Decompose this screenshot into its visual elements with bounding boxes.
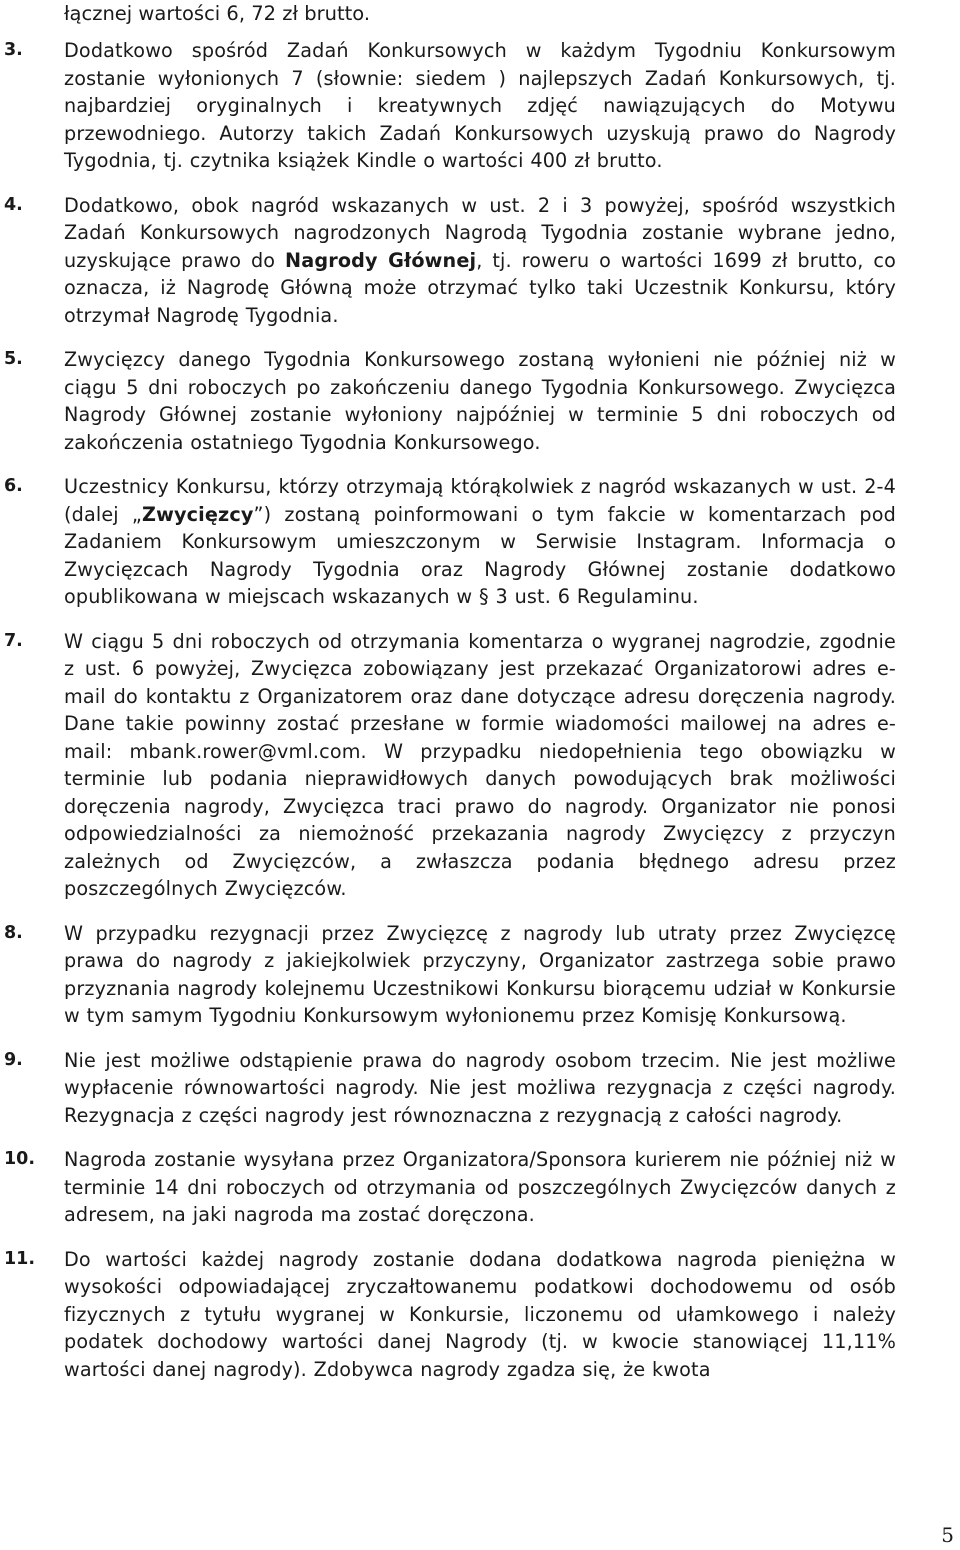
intro-line: łącznej wartości 6, 72 zł brutto. xyxy=(64,2,371,25)
bold-term: Nagrody Głównej xyxy=(285,248,477,272)
list-item xyxy=(0,192,896,330)
item-number: 10. xyxy=(4,1149,36,1169)
item-text: Zwycięzcy danego Tygodnia Konkursowego zostaną wyłonieni nie później niż w ciągu 5 dni roboczych po zakończeniu danego Tygodnia Konkursowego. Zwycięzca Nagrody Głównej zostanie wyłoniony najpóźniej w terminie 5 dni roboczych od zakończenia ostatniego Tygodnia Konkursowego. xyxy=(64,348,896,454)
item-number: 3. xyxy=(4,40,23,60)
item-number: 6. xyxy=(4,476,23,496)
item-number: 8. xyxy=(4,922,23,943)
item-text: Do wartości każdej nagrody zostanie dodana dodatkowa nagroda pieniężna w wysokości odpowiadającej zryczałtowanemu podatkowi dochodowemu od osób fizycznych z tytułu wygranej w Konkursie, liczonemu od ułamkowego i należy podatek dochodowy wartości danej Nagrody (tj. w kwocie stanowiącej 11,11% wartości danej nagrody). Zdobywca nagrody zgadza się, że kwota xyxy=(64,1247,896,1381)
item-number: 11. xyxy=(4,1248,36,1269)
regulations-list xyxy=(0,37,960,1400)
list-item xyxy=(0,473,896,611)
page-number: 5 xyxy=(941,1523,954,1547)
item-text: Nie jest możliwe odstąpienie prawa do nagrody osobom trzecim. Nie jest możliwe wypłacenie równowartości nagrody. Nie jest możliwa rezygnacja z części nagrody. Rezygnacja z części nagrody jest równoznaczna z rezygnacją z całości nagrody. xyxy=(64,1048,896,1127)
item-text: W ciągu 5 dni roboczych od otrzymania komentarza o wygranej nagrodzie, zgodnie z ust. 6 powyżej, Zwycięzca zobowiązany jest przekazać Organizatorowi adres e-mail do kontaktu z Organizatorem oraz dane dotyczące adresu doręczenia nagrody. Dane takie powinny zostać przesłane w formie wiadomości mailowej na adres e-mail: mbank.rower@vml.com. W przypadku niedopełnienia tego obowiązku w terminie lub podania nieprawidłowych danych powodujących brak możliwości doręczenia nagrody, Zwycięzca traci prawo do nagrody. Organizator nie ponosi odpowiedzialności za niemożność przekazania nagrody Zwycięzcy z przyczyn zależnych od Zwycięzców, a zwłaszcza podania błędnego adresu przez poszczególnych Zwycięzców. xyxy=(64,629,896,900)
bold-term: Zwycięzcy xyxy=(142,502,254,526)
item-text: Dodatkowo, obok nagród wskazanych w ust. 2 i 3 powyżej, spośród wszystkich Zadań Konkursowych nagrodzonych Nagrodą Tygodnia zostanie wybrane jedno, uzyskujące prawo do Nagrody Głównej, tj. roweru o wartości 1699 zł brutto, co oznacza, iż Nagrodę Główną może otrzymać tylko taki Uczestnik Konkursu, który otrzymał Nagrodę Tygodnia. xyxy=(64,193,897,327)
item-number: 7. xyxy=(4,630,23,651)
list-item xyxy=(0,1047,896,1130)
item-number: 5. xyxy=(4,349,23,369)
list-item xyxy=(0,1246,896,1384)
list-item xyxy=(0,346,896,456)
list-item xyxy=(0,37,896,175)
list-item xyxy=(0,628,896,903)
item-text: Uczestnicy Konkursu, którzy otrzymają którąkolwiek z nagród wskazanych w ust. 2-4 (dalej „Zwycięzcy”) zostaną poinformowani o tym fakcie w komentarzach pod Zadaniem Konkursowym umieszczonym w Serwisie Instagram. Informacja o Zwycięzcach Nagrody Tygodnia oraz Nagrody Głównej zostanie dodatkowo opublikowana w miejscach wskazanych w § 3 ust. 6 Regulaminu. xyxy=(64,475,896,608)
item-text: Dodatkowo spośród Zadań Konkursowych w każdym Tygodniu Konkursowym zostanie wyłonionych 7 (słownie: siedem ) najlepszych Zadań Konkursowych, tj. najbardziej oryginalnych i kreatywnych zdjęć nawiązujących do Motywu przewodniego. Autorzy takich Zadań Konkursowych uzyskują prawo do Nagrody Tygodnia, tj. czytnika książek Kindle o wartości 400 zł brutto. xyxy=(64,39,896,172)
item-number: 9. xyxy=(4,1049,23,1070)
list-item xyxy=(0,920,896,1030)
item-number: 4. xyxy=(4,194,23,215)
item-text: Nagroda zostanie wysyłana przez Organizatora/Sponsora kurierem nie później niż w terminie 14 dni roboczych od otrzymania od poszczególnych Zwycięzców danych z adresem, na jaki nagroda ma zostać doręczona. xyxy=(64,1148,896,1226)
item-text: W przypadku rezygnacji przez Zwycięzcę z nagrody lub utraty przez Zwycięzcę prawa do nagrody z jakiejkolwiek przyczyny, Organizator zastrzega sobie prawo przyznania nagrody kolejnemu Uczestnikowi Konkursu biorącemu udział w Konkursie w tym samym Tygodniu Konkursowym wyłonionemu przez Komisję Konkursową. xyxy=(64,921,896,1027)
list-item xyxy=(0,1146,896,1229)
